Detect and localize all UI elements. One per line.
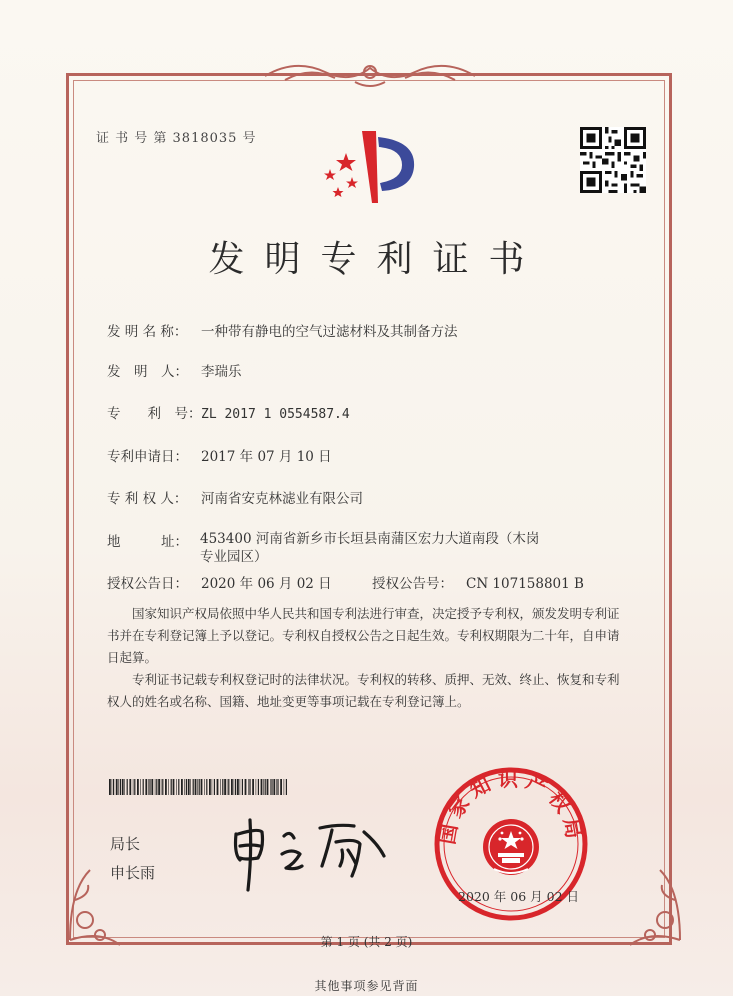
national-emblem-icon bbox=[483, 819, 539, 875]
field-invention-name bbox=[107, 320, 458, 340]
filing-date-label: 专利申请日： bbox=[107, 449, 188, 465]
director-name: 申长雨 bbox=[110, 864, 156, 882]
invention-name-label: 发 明 名 称： bbox=[107, 324, 188, 340]
field-patentee bbox=[107, 487, 363, 507]
patent-number-label: 专 利 号： bbox=[107, 406, 202, 422]
certificate-title: 发明专利证书 bbox=[208, 239, 545, 280]
seal-text: 国家知识产权局 bbox=[434, 767, 588, 847]
field-address-label bbox=[107, 530, 201, 550]
director-signature bbox=[228, 814, 388, 894]
field-grant-date bbox=[107, 572, 332, 592]
footer-note: 其他事项参见背面 bbox=[314, 979, 419, 993]
invention-name-value: 一种带有静电的空气过滤材料及其制备方法 bbox=[201, 324, 458, 340]
page-number: 第 1 页 (共 2 页) bbox=[320, 935, 413, 949]
grant-statement: 国家知识产权局依照中华人民共和国专利法进行审查，决定授予专利权，颁发发明专利证书并在专利登记簿上予以登记。专利权自授权公告之日起生效。专利权期限为二十年，自申请日起算。 bbox=[107, 606, 620, 665]
seal-date: 2020 年 06 月 02 日 bbox=[458, 889, 579, 904]
filing-date-value: 2017 年 07 月 10 日 bbox=[201, 449, 332, 465]
grant-number-value: CN 107158801 B bbox=[466, 576, 584, 592]
patentee-value: 河南省安克林滤业有限公司 bbox=[201, 491, 363, 507]
legal-status-note: 专利证书记载专利权登记时的法律状况。专利权的转移、质押、无效、终止、恢复和专利权人的姓名或名称、国籍、地址变更等事项记载在专利登记簿上。 bbox=[107, 672, 620, 709]
address-value: 453400 河南省新乡市长垣县南蒲区宏力大道南段（木岗专业园区） bbox=[200, 531, 540, 565]
inventor-value: 李瑞乐 bbox=[201, 364, 242, 380]
field-inventor bbox=[107, 360, 242, 380]
certificate-number: 证 书 号 第 3818035 号 bbox=[96, 131, 257, 146]
address-label: 地 址： bbox=[107, 534, 188, 550]
patent-office-logo bbox=[316, 127, 426, 205]
patentee-label: 专 利 权 人： bbox=[107, 491, 188, 507]
qr-code bbox=[580, 127, 646, 193]
field-filing-date bbox=[107, 445, 332, 465]
inventor-label: 发 明 人： bbox=[107, 364, 188, 380]
patent-number-value: ZL 2017 1 0554587.4 bbox=[201, 407, 350, 422]
grant-date-value: 2020 年 06 月 02 日 bbox=[201, 576, 332, 592]
field-grant-number bbox=[372, 572, 584, 592]
top-ornament bbox=[255, 58, 485, 90]
grant-date-label: 授权公告日： bbox=[107, 576, 188, 592]
grant-number-label: 授权公告号： bbox=[372, 576, 453, 592]
field-patent-number bbox=[107, 402, 350, 422]
director-title: 局长 bbox=[110, 835, 141, 853]
barcode bbox=[109, 779, 289, 795]
